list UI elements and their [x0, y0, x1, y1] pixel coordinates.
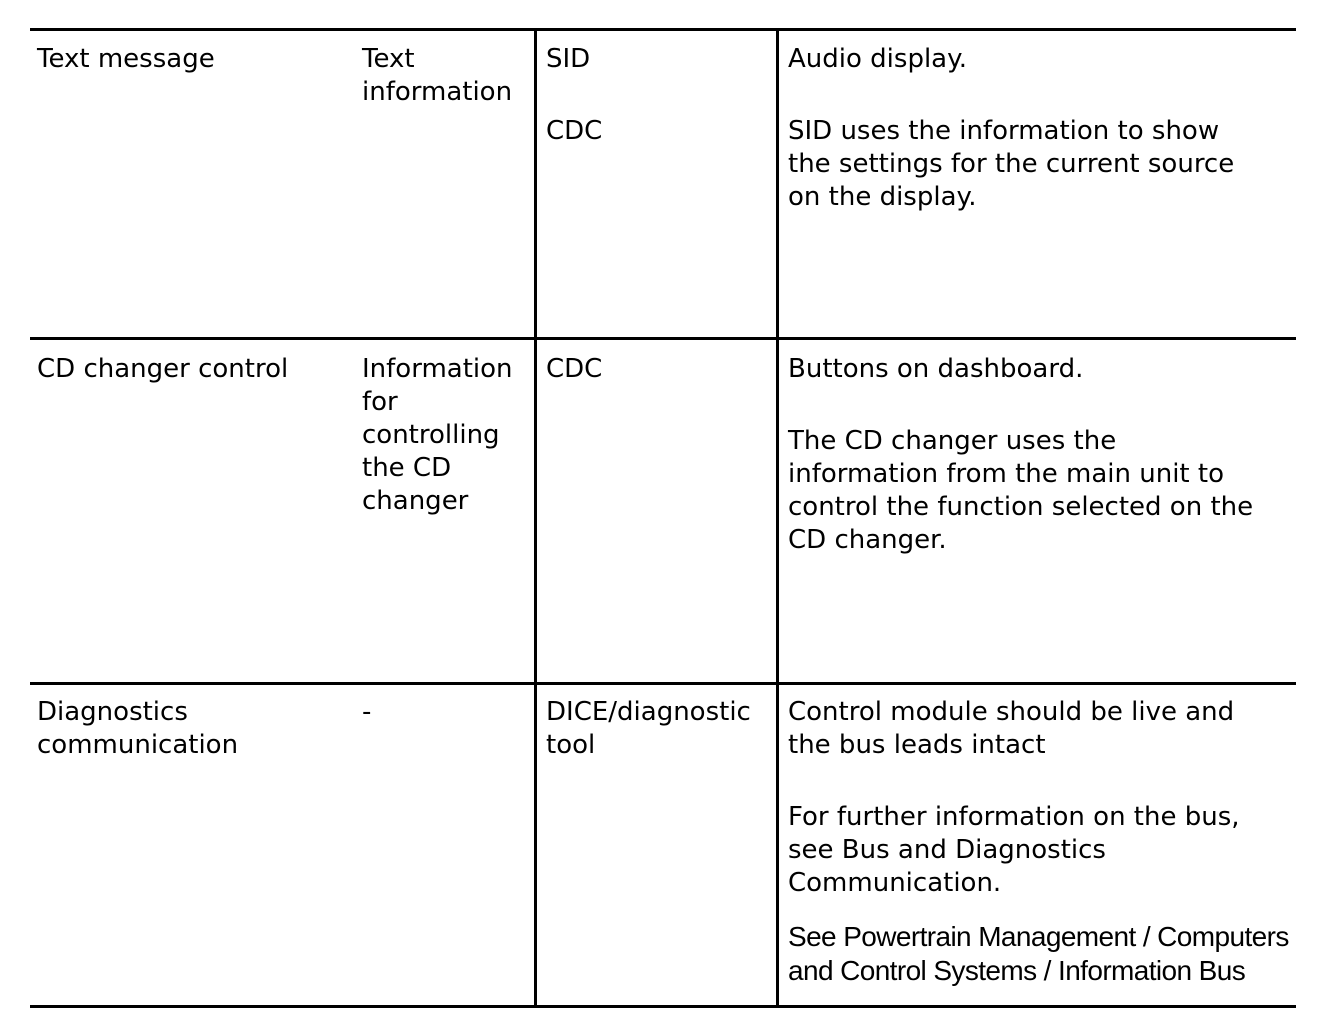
comment-cell [788, 696, 1289, 988]
type-text: Information for controlling the CD changer [362, 354, 513, 516]
comment-text: Audio display. [788, 44, 968, 74]
message-text: Text message [37, 44, 215, 74]
type-cell [362, 696, 371, 729]
type-cell [362, 43, 512, 109]
message-text: Diagnostics communication [37, 697, 239, 760]
message-text: CD changer control [37, 354, 289, 384]
message-cell [37, 696, 238, 762]
type-cell [362, 353, 513, 518]
comment-text: Control module should be live and the bus leads intact [788, 697, 1235, 760]
message-cell [37, 43, 215, 76]
table-top-rule [30, 28, 1296, 31]
table-bottom-rule [30, 1005, 1296, 1008]
unit-text: CDC [546, 116, 603, 146]
unit-cell [546, 696, 751, 762]
column-divider [776, 30, 779, 1006]
message-cell [37, 353, 288, 386]
comment-text: For further information on the bus, see Bus and Diagnostics Communication. [788, 802, 1240, 898]
unit-cell [546, 353, 602, 386]
type-text: Text information [362, 44, 513, 107]
column-divider [534, 30, 537, 1006]
comment-cell [788, 43, 1234, 214]
unit-cell [546, 43, 602, 148]
comment-text: SID uses the information to show the settings for the current source on the display. [788, 116, 1235, 212]
comment-cell [788, 353, 1253, 557]
cross-reference-text: See Powertrain Management / Computers and Control Systems / Information Bus [788, 921, 1289, 986]
comment-text: Buttons on dashboard. [788, 354, 1084, 384]
unit-text: CDC [546, 354, 603, 384]
unit-text: DICE/diagnostic tool [546, 697, 751, 760]
comment-text: The CD changer uses the information from the main unit to control the function selected on the CD changer. [788, 426, 1254, 555]
unit-text: SID [546, 44, 591, 74]
type-text: - [362, 697, 372, 727]
row-divider [30, 682, 1296, 685]
row-divider [30, 337, 1296, 340]
